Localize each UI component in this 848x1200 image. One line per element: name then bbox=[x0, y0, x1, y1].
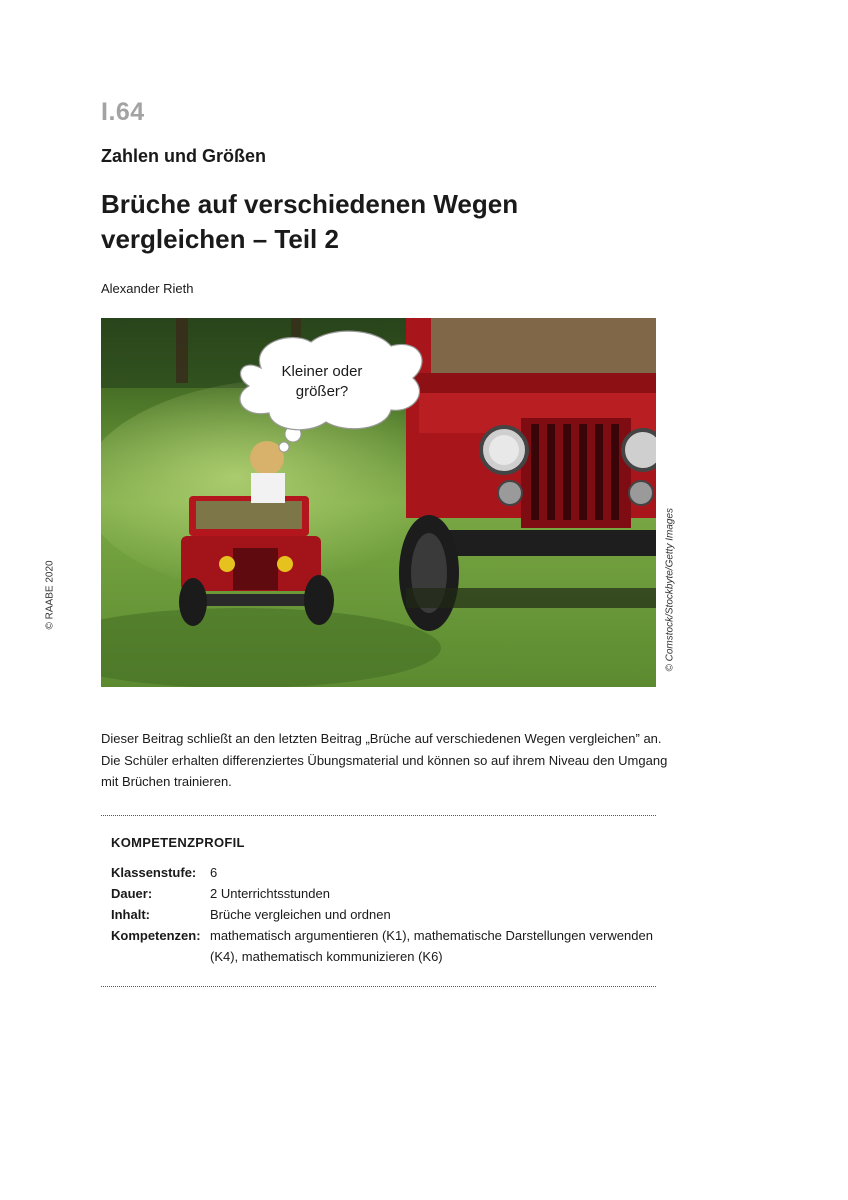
cover-photo bbox=[101, 318, 656, 687]
row-value: 6 bbox=[210, 865, 218, 880]
row-value: 2 Unterrichtsstunden bbox=[210, 886, 330, 901]
bubble-line-1: Kleiner oder bbox=[281, 363, 363, 380]
row-value: mathematisch argumentieren (K1), mathematische Darstellungen verwenden bbox=[210, 928, 653, 943]
title-line-1: Brüche auf verschiedenen Wegen bbox=[101, 189, 519, 219]
row-label: Dauer: bbox=[111, 886, 153, 901]
title-line-2: vergleichen – Teil 2 bbox=[101, 224, 339, 254]
kompetenzprofil-heading: KOMPETENZPROFIL bbox=[111, 835, 245, 850]
photo-illustration bbox=[101, 318, 656, 687]
page-title bbox=[101, 187, 661, 257]
author-name: Alexander Rieth bbox=[101, 281, 194, 296]
chapter-number: I.64 bbox=[101, 98, 145, 126]
dotted-divider-top bbox=[101, 815, 656, 816]
row-value-continued: (K4), mathematisch kommunizieren (K6) bbox=[210, 949, 443, 964]
row-label: Klassenstufe: bbox=[111, 865, 197, 880]
bubble-line-2: größer? bbox=[295, 383, 349, 400]
row-value: Brüche vergleichen und ordnen bbox=[210, 907, 391, 922]
photo-credit: © Comstock/Stockbyte/Getty Images bbox=[664, 507, 676, 672]
intro-line-3: mit Brüchen trainieren. bbox=[101, 774, 232, 789]
intro-paragraph bbox=[101, 728, 668, 793]
intro-line-1: Dieser Beitrag schließt an den letzten Beitrag „Brüche auf verschiedenen Wegen vergleichen” an. bbox=[101, 731, 662, 746]
dotted-divider-bottom bbox=[101, 986, 656, 987]
section-heading: Zahlen und Größen bbox=[101, 146, 266, 166]
row-label: Kompetenzen: bbox=[111, 928, 201, 943]
side-copyright: © RAABE 2020 bbox=[44, 560, 56, 630]
row-label: Inhalt: bbox=[111, 907, 150, 922]
intro-line-2: Die Schüler erhalten differenziertes Übungsmaterial und können so auf ihrem Niveau den Umgang bbox=[101, 752, 668, 768]
